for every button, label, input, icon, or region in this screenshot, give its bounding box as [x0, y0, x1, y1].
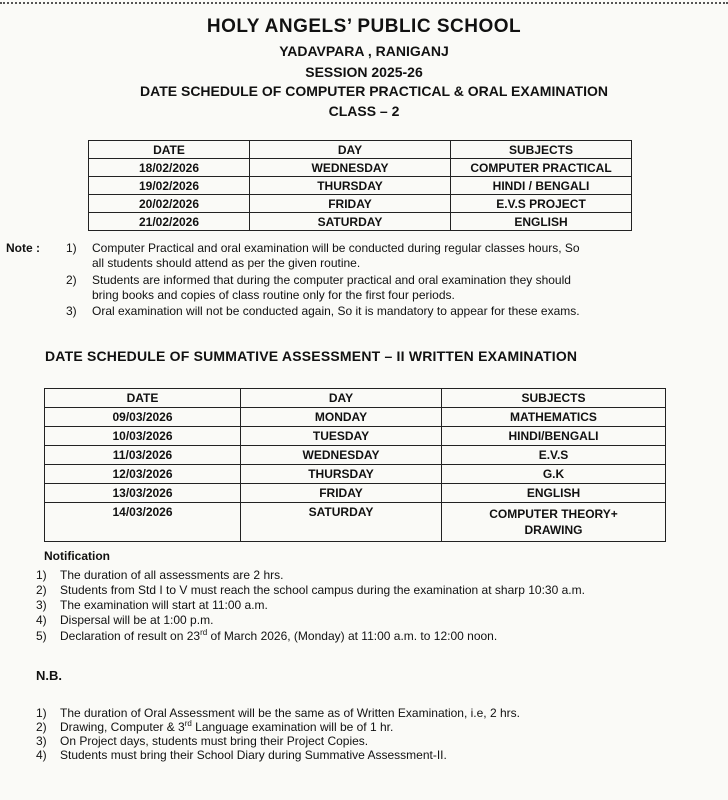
item-number: 5) [36, 629, 47, 643]
school-address: YADAVPARA , RANIGANJ [279, 43, 449, 59]
item-text-sup: rd [200, 628, 208, 637]
nb-item [36, 748, 447, 762]
date-cell: 20/02/2026 [89, 195, 250, 213]
practical-schedule-title: DATE SCHEDULE OF COMPUTER PRACTICAL & ORAL EXAMINATION [140, 83, 608, 99]
subject-cell: HINDI / BENGALI [451, 177, 632, 195]
header-cell: DAY [250, 141, 451, 159]
item-number: 3) [36, 734, 47, 748]
note-item [92, 241, 580, 271]
notification-heading: Notification [44, 549, 110, 563]
note-number: 3) [66, 304, 77, 318]
notification-item [36, 598, 268, 612]
subject-cell: COMPUTER PRACTICAL [451, 159, 632, 177]
item-text-post: of March 2026, (Monday) at 11:00 a.m. to 12:00 noon. [207, 629, 498, 643]
subject-cell: E.V.S [442, 446, 666, 465]
table-header-row [89, 141, 632, 159]
item-text: Students must bring their School Diary during Summative Assessment-II. [60, 748, 447, 762]
note-line: Computer Practical and oral examination will be conducted during regular classes hours, So [92, 241, 580, 255]
item-text: On Project days, students must bring their Project Copies. [60, 734, 369, 748]
subject-cell: E.V.S PROJECT [451, 195, 632, 213]
session-label: SESSION 2025-26 [305, 64, 423, 80]
table-row [45, 427, 666, 446]
day-cell: TUESDAY [241, 427, 442, 446]
practical-schedule-table [88, 140, 632, 231]
notification-item [36, 583, 585, 597]
day-cell: FRIDAY [241, 484, 442, 503]
subject-line: DRAWING [524, 523, 583, 537]
item-text-sup: rd [184, 719, 192, 728]
note-label: Note : [6, 241, 40, 255]
date-cell: 19/02/2026 [89, 177, 250, 195]
day-cell: FRIDAY [250, 195, 451, 213]
header-cell: SUBJECTS [451, 141, 632, 159]
top-dotted-rule [0, 2, 728, 4]
written-schedule-title: DATE SCHEDULE OF SUMMATIVE ASSESSMENT – II WRITTEN EXAMINATION [45, 348, 578, 364]
date-cell: 18/02/2026 [89, 159, 250, 177]
nb-item [36, 706, 520, 720]
item-number: 4) [36, 748, 47, 762]
item-text-pre: Declaration of result on 23 [60, 629, 201, 643]
date-cell: 11/03/2026 [45, 446, 241, 465]
note-number: 1) [66, 241, 77, 255]
item-number: 4) [36, 613, 47, 627]
subject-line: COMPUTER THEORY+ [489, 507, 618, 521]
note-item [92, 273, 571, 303]
notification-item [36, 629, 497, 643]
date-cell: 13/03/2026 [45, 484, 241, 503]
item-text: Dispersal will be at 1:00 p.m. [60, 613, 214, 627]
item-text: The duration of all assessments are 2 hrs. [60, 568, 284, 582]
subject-cell: HINDI/BENGALI [442, 427, 666, 446]
nb-heading: N.B. [36, 668, 62, 683]
school-name: HOLY ANGELS’ PUBLIC SCHOOL [206, 16, 522, 37]
header-cell: DATE [45, 389, 241, 408]
item-number: 1) [36, 568, 47, 582]
day-cell: THURSDAY [241, 465, 442, 484]
note-number: 2) [66, 273, 77, 287]
notification-item [36, 568, 283, 582]
table-row [45, 503, 666, 542]
note-line: Oral examination will not be conducted again, So it is mandatory to appear for these exams. [92, 304, 580, 318]
table-row [45, 484, 666, 503]
table-row [89, 213, 632, 231]
item-number: 3) [36, 598, 47, 612]
day-cell: WEDNESDAY [250, 159, 451, 177]
subject-cell: ENGLISH [442, 484, 666, 503]
table-header-row [45, 389, 666, 408]
nb-item [36, 720, 393, 734]
subject-cell: MATHEMATICS [442, 408, 666, 427]
table-row [89, 159, 632, 177]
subject-cell: G.K [442, 465, 666, 484]
header-cell: DATE [89, 141, 250, 159]
written-schedule-table [44, 388, 666, 542]
item-text: The examination will start at 11:00 a.m. [60, 598, 268, 612]
item-number: 2) [36, 720, 47, 734]
nb-item [36, 734, 368, 748]
day-cell: WEDNESDAY [241, 446, 442, 465]
table-row [89, 177, 632, 195]
subject-cell: ENGLISH [451, 213, 632, 231]
table-row [45, 465, 666, 484]
date-cell: 14/03/2026 [45, 503, 241, 542]
date-cell: 21/02/2026 [89, 213, 250, 231]
subject-cell [442, 503, 666, 542]
note-line: all students should attend as per the given routine. [92, 256, 361, 270]
table-row [89, 195, 632, 213]
class-label: CLASS – 2 [328, 103, 400, 119]
table-row [45, 408, 666, 427]
table-row [45, 446, 666, 465]
item-text-post: Language examination will be of 1 hr. [191, 720, 394, 734]
item-text-pre: Drawing, Computer & 3 [60, 720, 185, 734]
note-item [92, 304, 580, 319]
day-cell: THURSDAY [250, 177, 451, 195]
item-text: Students from Std I to V must reach the school campus during the examination at sharp 10:30 a.m. [60, 583, 585, 597]
note-line: bring books and copies of class routine only for the first four periods. [92, 288, 455, 302]
notification-item [36, 613, 213, 627]
item-number: 1) [36, 706, 47, 720]
day-cell: SATURDAY [241, 503, 442, 542]
note-line: Students are informed that during the computer practical and oral examination they should [92, 273, 571, 287]
date-cell: 12/03/2026 [45, 465, 241, 484]
item-text: The duration of Oral Assessment will be the same as of Written Examination, i.e, 2 hrs. [60, 706, 520, 720]
header-cell: SUBJECTS [442, 389, 666, 408]
date-cell: 09/03/2026 [45, 408, 241, 427]
date-cell: 10/03/2026 [45, 427, 241, 446]
day-cell: SATURDAY [250, 213, 451, 231]
item-number: 2) [36, 583, 47, 597]
day-cell: MONDAY [241, 408, 442, 427]
header-cell: DAY [241, 389, 442, 408]
